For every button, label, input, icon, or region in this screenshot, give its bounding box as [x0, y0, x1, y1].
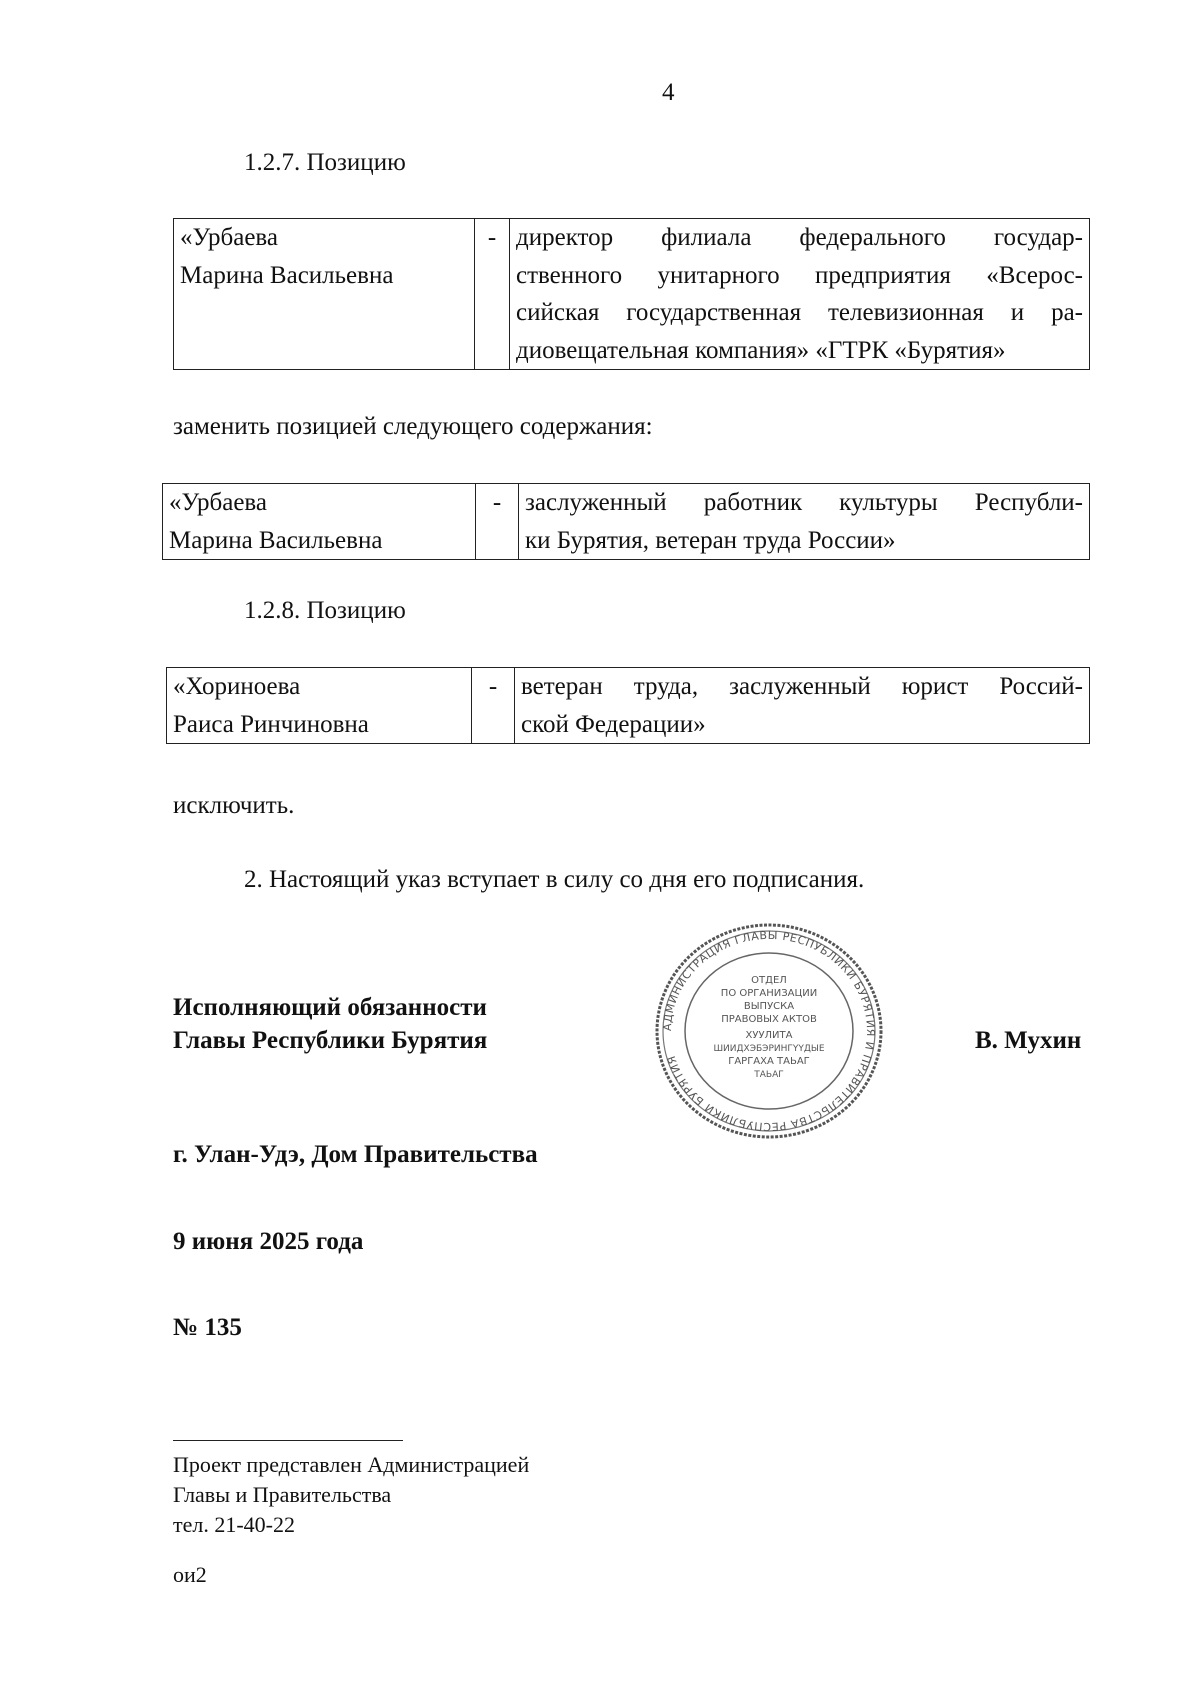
footnote-divider: [173, 1440, 403, 1441]
position-description-cell: [519, 484, 1090, 560]
position-table-old: [173, 218, 1090, 370]
name-line: Раиса Ринчиновна: [173, 710, 369, 738]
desc-line: ственного унитарного предприятия «Всерос-: [516, 261, 1083, 289]
item-2-effective-clause: 2. Настоящий указ вступает в силу со дня его подписания.: [244, 866, 865, 893]
person-name-cell: [174, 219, 475, 370]
section-heading-1-2-8: 1.2.8. Позицию: [244, 597, 406, 624]
signatory-title-line2: Главы Республики Бурятия: [173, 1027, 488, 1054]
dash-cell: -: [476, 484, 519, 560]
dash-cell: -: [472, 668, 515, 744]
seal-inner-line: ОТДЕЛ: [751, 975, 787, 986]
exclude-instruction: исключить.: [173, 792, 295, 819]
name-line: Марина Васильевна: [169, 526, 383, 554]
place-of-signing: г. Улан-Удэ, Дом Правительства: [173, 1141, 538, 1168]
section-heading-1-2-7: 1.2.7. Позицию: [244, 149, 406, 176]
seal-inner-line: ПО ОРГАНИЗАЦИИ: [720, 988, 818, 999]
desc-line: заслуженный работник культуры Республи-: [525, 489, 1083, 516]
name-line: Марина Васильевна: [180, 261, 394, 289]
desc-line: ветеран труда, заслуженный юрист Россий-: [521, 673, 1083, 700]
signatory-title-line1: Исполняющий обязанности: [173, 994, 487, 1021]
seal-inner-line: ВЫПУСКА: [743, 1001, 795, 1012]
desc-line: ской Федерации»: [521, 710, 706, 738]
official-seal: [653, 921, 885, 1141]
person-name-cell: [167, 668, 472, 744]
seal-inner-line: ХУУЛИТА: [745, 1030, 793, 1041]
position-description-cell: [515, 668, 1090, 744]
dash-cell: -: [475, 219, 510, 370]
seal-outer-text: АДМИНИСТРАЦИЯ ГЛАВЫ РЕСПУБЛИКИ БУРЯТИЯ И ПРАВИТЕЛЬСТВА РЕСПУБЛИКИ БУРЯТИЯ: [660, 928, 878, 1134]
seal-inner-line: ПРАВОВЫХ АКТОВ: [721, 1014, 817, 1025]
desc-line: диовещательная компания» «ГТРК «Бурятия»: [516, 336, 1006, 364]
footnote-line: Главы и Правительства: [173, 1482, 392, 1507]
position-description-cell: [510, 219, 1090, 370]
decree-number: № 135: [173, 1314, 242, 1341]
desc-line: директор филиала федерального государ-: [516, 224, 1083, 251]
page-number: 4: [662, 79, 675, 106]
footnote: [173, 1450, 529, 1540]
desc-line: сийская государственная телевизионная и ра-: [516, 299, 1083, 326]
seal-inner-line: ГАРГАХА ТАЬАГ: [728, 1056, 810, 1067]
desc-line: ки Бурятия, ветеран труда России»: [525, 526, 896, 554]
signatory-name: В. Мухин: [975, 1027, 1082, 1054]
position-table-exclude: [166, 667, 1090, 744]
position-table-new: [162, 483, 1090, 560]
replace-instruction: заменить позицией следующего содержания:: [173, 413, 653, 440]
name-line: «Урбаева: [169, 489, 267, 516]
name-line: «Хориноева: [173, 673, 301, 700]
seal-inner-line: ШИИДХЭБЭРИНГҮҮДЫЕ: [713, 1044, 825, 1054]
seal-inner-line: ТАЬАГ: [754, 1070, 784, 1080]
document-code: ои2: [173, 1562, 207, 1587]
decree-date: 9 июня 2025 года: [173, 1228, 364, 1255]
name-line: «Урбаева: [180, 224, 278, 251]
footnote-line: Проект представлен Администрацией: [173, 1452, 530, 1477]
footnote-line: тел. 21-40-22: [173, 1512, 296, 1537]
person-name-cell: [163, 484, 476, 560]
